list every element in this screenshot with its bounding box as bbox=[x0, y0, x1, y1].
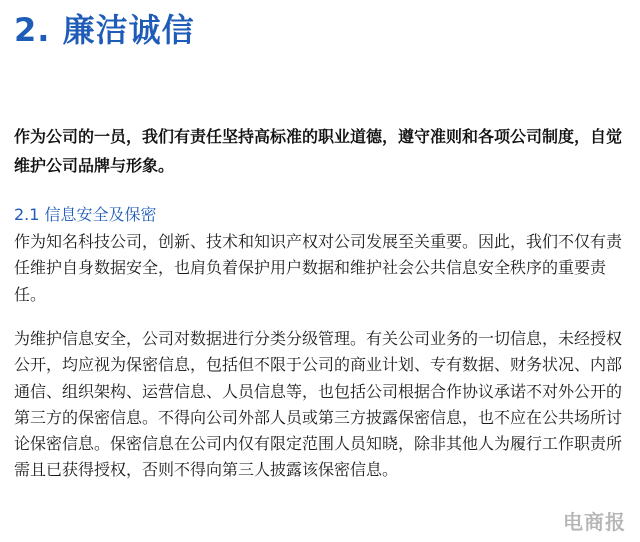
intro-paragraph: 作为公司的一员，我们有责任坚持高标准的职业道德，遵守准则和各项公司制度，自觉维护公司品牌与形象。 bbox=[14, 127, 623, 175]
body-paragraph-1: 作为知名科技公司，创新、技术和知识产权对公司发展至关重要。因此，我们不仅有责任维护自身数据安全，也肩负着保护用户数据和维护社会公共信息安全秩序的重要责任。 bbox=[14, 232, 623, 304]
body-paragraph-2: 为维护信息安全，公司对数据进行分类分级管理。有关公司业务的一切信息，未经授权公开，均应视为保密信息，包括但不限于公司的商业计划、专有数据、财务状况、内部通信、组织架构、运营信息、人员信息等，也包括公司根据合作协议承诺不对外公开的第三方的保密信息。不得向公司外部人员或第三方披露保密信息，也不应在公共场所讨论保密信息。保密信息在公司内仅有限定范围人员知晓，除非其他人为履行工作职责所需且已获得授权，否则不得向第三人披露该保密信息。 bbox=[14, 329, 623, 480]
watermark: 电商报 bbox=[563, 510, 626, 534]
page-title: 2. 廉洁诚信 bbox=[14, 11, 195, 49]
section-heading: 2.1 信息安全及保密 bbox=[14, 205, 157, 224]
